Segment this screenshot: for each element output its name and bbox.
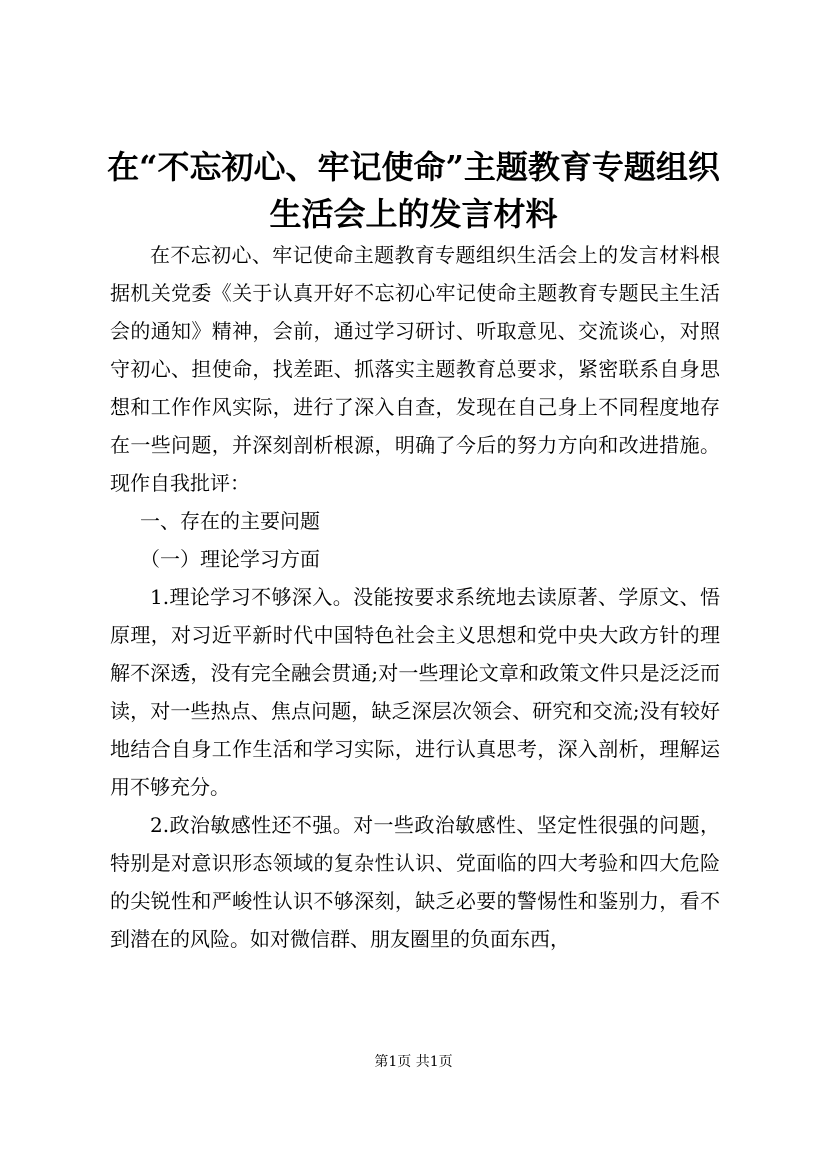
subsection-heading: （一）理论学习方面 <box>140 547 320 571</box>
page-number: 第1页 共1页 <box>374 1054 453 1070</box>
paragraph-item-1: 1.理论学习不够深入。没能按要求系统地去读原著、学原文、悟原理，对习近平新时代中国特色社会主义思想和党中央大政方针的理解不深透，没有完全融会贯通;对一些理论文章和政策文件只是泛泛而读，对一些热点、焦点问题，缺乏深层次领会、研究和交流;没有较好地结合自身工作生活和学习实际，进行认真思考，深入剖析，理解运用不够充分。 <box>110 585 720 799</box>
document-body <box>110 236 720 958</box>
document-title-line-1: 在“不忘初心、牢记使命”主题教育专题组织 <box>107 148 720 186</box>
document-title-line-2: 生活会上的发言材料 <box>269 195 558 233</box>
paragraph-item-2: 2.政治敏感性还不强。对一些政治敏感性、坚定性很强的问题，特别是对意识形态领域的复杂性认识、党面临的四大考验和四大危险的尖锐性和严峻性认识不够深刻，缺乏必要的警惕性和鉴别力，看不到潜在的风险。如对微信群、朋友圈里的负面东西， <box>110 813 720 951</box>
section-heading: 一、存在的主要问题 <box>140 509 320 533</box>
paragraph-intro: 在不忘初心、牢记使命主题教育专题组织生活会上的发言材料根据机关党委《关于认真开好不忘初心牢记使命主题教育专题民主生活会的通知》精神，会前，通过学习研讨、听取意见、交流谈心，对照守初心、担使命，找差距、抓落实主题教育总要求，紧密联系自身思想和工作作风实际，进行了深入自查，发现在自己身上不同程度地存在一些问题，并深刻剖析根源，明确了今后的努力方向和改进措施。现作自我批评： <box>110 243 720 495</box>
